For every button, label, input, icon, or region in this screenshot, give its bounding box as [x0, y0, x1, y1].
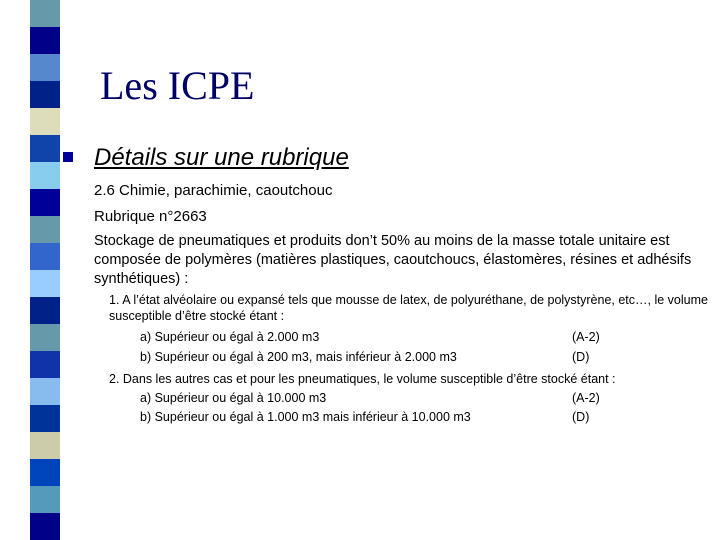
stripe-block [30, 405, 60, 432]
stripe-block [30, 459, 60, 486]
stripe-block [30, 378, 60, 405]
item-1: 1. A l’état alvéolaire ou expansé tels que mousse de latex, de polyuréthane, de polystyrène, etc…, le volume susceptible d’être stocké étant : [109, 293, 708, 323]
section-heading: Détails sur une rubrique [94, 144, 349, 171]
stripe-block [30, 135, 60, 162]
item-2b-code: (D) [572, 410, 590, 424]
item-2b-text: b) Supérieur ou égal à 1.000 m3 mais inférieur à 10.000 m3 [140, 410, 471, 424]
decorative-stripe [30, 0, 60, 540]
stripe-block [30, 0, 60, 27]
item-2: 2. Dans les autres cas et pour les pneumatiques, le volume susceptible d’être stocké étant : [109, 372, 616, 386]
stripe-block [30, 243, 60, 270]
description-paragraph: Stockage de pneumatiques et produits don’t 50% au moins de la masse totale unitaire est composée de polymères (matières plastiques, caoutchoucs, élastomères, résines et adhésifs synthétiques) : [94, 233, 692, 287]
rubrique-line: Rubrique n°2663 [94, 208, 207, 225]
item-2a-text: a) Supérieur ou égal à 10.000 m3 [140, 391, 327, 405]
stripe-block [30, 54, 60, 81]
item-2a-code: (A-2) [572, 391, 600, 405]
item-1b-text: b) Supérieur ou égal à 200 m3, mais inférieur à 2.000 m3 [140, 350, 457, 364]
stripe-block [30, 486, 60, 513]
stripe-block [30, 81, 60, 108]
square-bullet-icon [63, 152, 73, 162]
stripe-block [30, 270, 60, 297]
stripe-block [30, 162, 60, 189]
stripe-block [30, 189, 60, 216]
category-line: 2.6 Chimie, parachimie, caoutchouc [94, 182, 333, 199]
slide-title: Les ICPE [100, 63, 255, 108]
item-1a-text: a) Supérieur ou égal à 2.000 m3 [140, 330, 320, 344]
stripe-block [30, 324, 60, 351]
item-1b-code: (D) [572, 350, 590, 364]
stripe-block [30, 351, 60, 378]
stripe-block [30, 216, 60, 243]
item-1a-code: (A-2) [572, 330, 600, 344]
stripe-block [30, 297, 60, 324]
stripe-block [30, 108, 60, 135]
stripe-block [30, 513, 60, 540]
stripe-block [30, 27, 60, 54]
stripe-block [30, 432, 60, 459]
